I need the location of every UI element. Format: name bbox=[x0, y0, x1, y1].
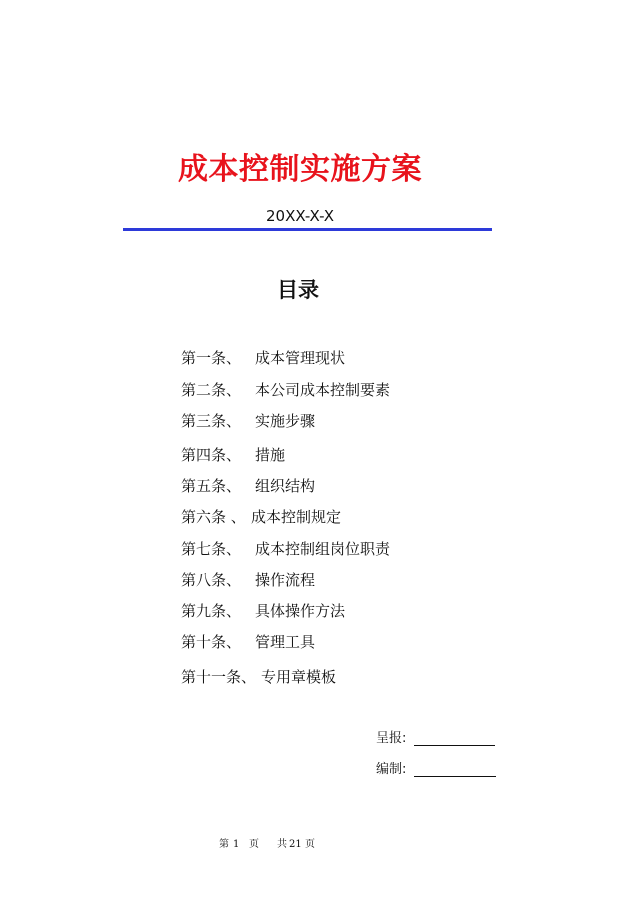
compiled-by-label: 编制: bbox=[376, 762, 407, 777]
toc-item bbox=[181, 539, 391, 559]
toc-item-number: 第五条、 bbox=[181, 477, 242, 495]
toc-item-number: 第十条、 bbox=[181, 633, 242, 651]
footer-page-prefix: 第 bbox=[219, 839, 229, 850]
toc-item-number: 第七条、 bbox=[181, 540, 242, 558]
footer-total-prefix: 共 bbox=[277, 839, 287, 850]
toc-item bbox=[181, 411, 316, 431]
document-date: 20XX-X-X bbox=[265, 207, 335, 225]
toc-item bbox=[181, 380, 391, 400]
toc-item-text: 成本控制组岗位职责 bbox=[255, 540, 391, 558]
toc-item-number: 第六条 、 bbox=[181, 508, 246, 526]
toc-item-text: 专用章模板 bbox=[261, 668, 337, 686]
toc-item-number: 第二条、 bbox=[181, 381, 242, 399]
toc-heading: 目录 bbox=[277, 278, 319, 302]
toc-item bbox=[181, 476, 316, 496]
footer-page-suffix: 页 bbox=[249, 839, 259, 850]
submitted-by-label: 呈报: bbox=[376, 731, 407, 746]
footer-total-pages: 21 bbox=[289, 839, 302, 850]
compiled-by-field bbox=[376, 761, 406, 779]
toc-item-text: 成本管理现状 bbox=[255, 349, 346, 367]
toc-item-text: 成本控制规定 bbox=[251, 508, 342, 526]
toc-item-number: 第九条、 bbox=[181, 602, 242, 620]
toc-item-number: 第三条、 bbox=[181, 412, 242, 430]
toc-item-text: 管理工具 bbox=[255, 633, 316, 651]
toc-item-number: 第四条、 bbox=[181, 446, 242, 464]
toc-item bbox=[181, 570, 316, 590]
compiled-by-line bbox=[414, 776, 496, 777]
submitted-by-line bbox=[414, 745, 495, 746]
toc-item bbox=[181, 632, 316, 652]
toc-item-number: 第十一条、 bbox=[181, 668, 257, 686]
title-divider bbox=[123, 228, 492, 231]
toc-item bbox=[181, 348, 346, 368]
document-title: 成本控制实施方案 bbox=[178, 152, 422, 187]
toc-item bbox=[181, 601, 346, 621]
toc-item-text: 本公司成本控制要素 bbox=[255, 381, 391, 399]
toc-item-number: 第八条、 bbox=[181, 571, 242, 589]
toc-item-number: 第一条、 bbox=[181, 349, 242, 367]
toc-item bbox=[181, 445, 286, 465]
toc-item-text: 组织结构 bbox=[255, 477, 316, 495]
submitted-by-field bbox=[376, 730, 406, 748]
footer-page-number: 1 bbox=[233, 839, 240, 850]
toc-item-text: 操作流程 bbox=[255, 571, 316, 589]
toc-item-text: 实施步骤 bbox=[255, 412, 316, 430]
toc-item bbox=[181, 667, 337, 687]
toc-item bbox=[181, 507, 342, 527]
footer-total-suffix: 页 bbox=[305, 839, 315, 850]
toc-item-text: 措施 bbox=[255, 446, 286, 464]
toc-item-text: 具体操作方法 bbox=[255, 602, 346, 620]
